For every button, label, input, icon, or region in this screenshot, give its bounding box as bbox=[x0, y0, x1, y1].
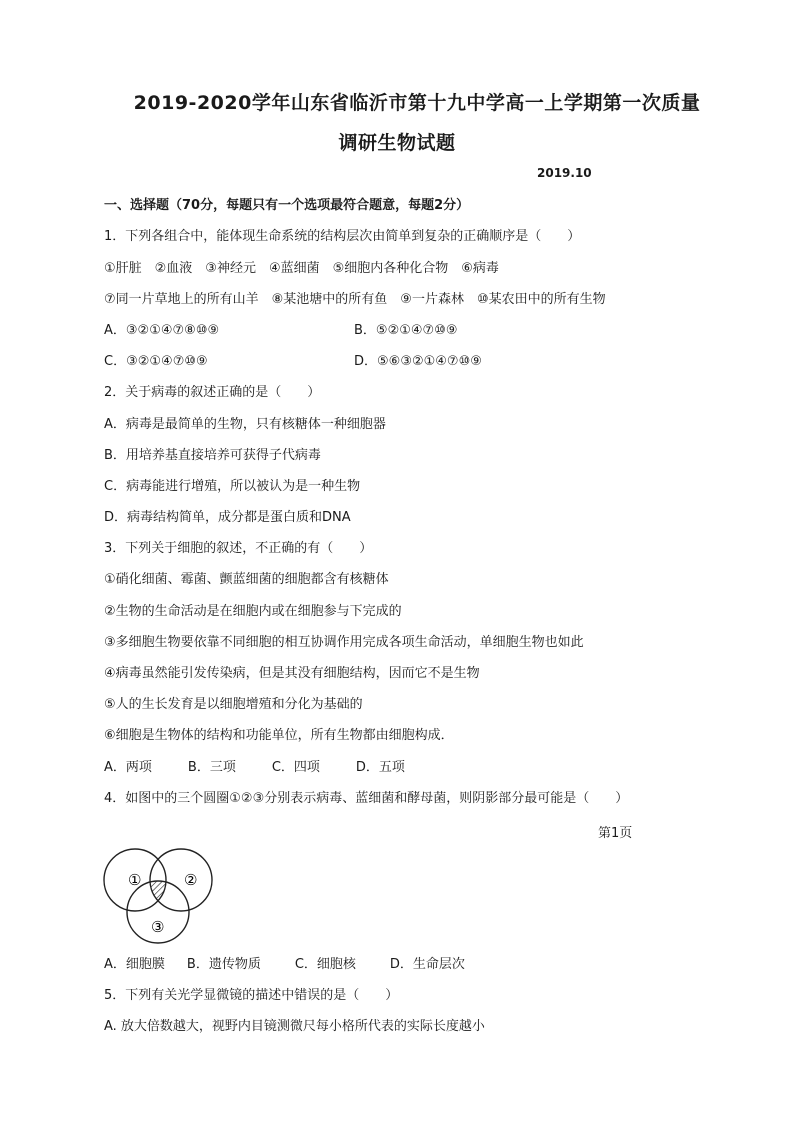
q2-option-d: D．病毒结构简单，成分都是蛋白质和DNA bbox=[104, 510, 351, 525]
q2-option-c: C．病毒能进行增殖，所以被认为是一种生物 bbox=[104, 479, 361, 494]
q1-items-1: ①肝脏 ②血液 ③神经元 ④蓝细菌 ⑤细胞内各种化合物 ⑥病毒 bbox=[104, 261, 499, 276]
q1-option-b: B．⑤②①④⑦⑩⑨ bbox=[354, 323, 458, 338]
q4-stem: 4．如图中的三个圆圈①②③分别表示病毒、蓝细菌和酵母菌，则阴影部分最可能是（ ） bbox=[104, 791, 629, 806]
venn-diagram bbox=[102, 845, 214, 945]
q4-option-c: C．细胞核 bbox=[294, 957, 356, 972]
q3-option-c: C．四项 bbox=[271, 760, 320, 775]
title-line-1: 2019-2020学年山东省临沂市第十九中学高一上学期第一次质量 bbox=[133, 92, 701, 114]
q4-option-b: B．遗传物质 bbox=[186, 957, 261, 972]
q3-statement-5: ⑤人的生长发育是以细胞增殖和分化为基础的 bbox=[104, 697, 363, 712]
q3-statement-4: ④病毒虽然能引发传染病，但是其没有细胞结构，因而它不是生物 bbox=[104, 666, 480, 681]
q3-statement-1: ①硝化细菌、霉菌、颤蓝细菌的细胞都含有核糖体 bbox=[104, 572, 389, 587]
q2-stem: 2．关于病毒的叙述正确的是（ ） bbox=[104, 385, 321, 400]
q3-options bbox=[104, 759, 405, 777]
q3-option-a: A．两项 bbox=[104, 760, 152, 775]
q1-stem: 1．下列各组合中，能体现生命系统的结构层次由简单到复杂的正确顺序是（ ） bbox=[104, 229, 581, 244]
q4-options bbox=[104, 956, 465, 974]
q1-option-c: C．③②①④⑦⑩⑨ bbox=[104, 354, 208, 369]
title-line-2: 调研生物试题 bbox=[338, 132, 456, 154]
q5-option-a: A. 放大倍数越大，视野内目镜测微尺每小格所代表的实际长度越小 bbox=[104, 1019, 485, 1034]
q3-option-b: B．三项 bbox=[187, 760, 236, 775]
q2-option-b: B．用培养基直接培养可获得子代病毒 bbox=[104, 448, 321, 463]
q4-option-a: A．细胞膜 bbox=[104, 957, 165, 972]
venn-circle-2 bbox=[150, 849, 212, 911]
q3-stem: 3．下列关于细胞的叙述，不正确的有（ ） bbox=[104, 541, 373, 556]
q1-option-a: A．③②①④⑦⑧⑩⑨ bbox=[104, 323, 220, 338]
section-heading: 一、选择题（70分，每题只有一个选项最符合题意，每题2分） bbox=[104, 198, 470, 213]
q3-statement-3: ③多细胞生物要依靠不同细胞的相互协调作用完成各项生命活动，单细胞生物也如此 bbox=[104, 635, 584, 650]
venn-label-2: ② bbox=[184, 871, 198, 889]
page-number: 第1页 bbox=[598, 826, 633, 841]
q2-option-a: A．病毒是最简单的生物，只有核糖体一种细胞器 bbox=[104, 417, 386, 432]
q5-stem: 5．下列有关光学显微镜的描述中错误的是（ ） bbox=[104, 988, 399, 1003]
venn-label-1: ① bbox=[128, 871, 142, 889]
q1-option-d: D．⑤⑥③②①④⑦⑩⑨ bbox=[354, 354, 482, 369]
q3-statement-2: ②生物的生命活动是在细胞内或在细胞参与下完成的 bbox=[104, 604, 402, 619]
q3-statement-6: ⑥细胞是生物体的结构和功能单位，所有生物都由细胞构成． bbox=[104, 728, 454, 743]
q3-option-d: D．五项 bbox=[355, 760, 405, 775]
q1-items-2: ⑦同一片草地上的所有山羊 ⑧某池塘中的所有鱼 ⑨一片森林 ⑩某农田中的所有生物 bbox=[104, 292, 606, 307]
q4-option-d: D．生命层次 bbox=[389, 957, 465, 972]
venn-label-3: ③ bbox=[151, 918, 165, 936]
exam-date: 2019.10 bbox=[537, 166, 592, 180]
